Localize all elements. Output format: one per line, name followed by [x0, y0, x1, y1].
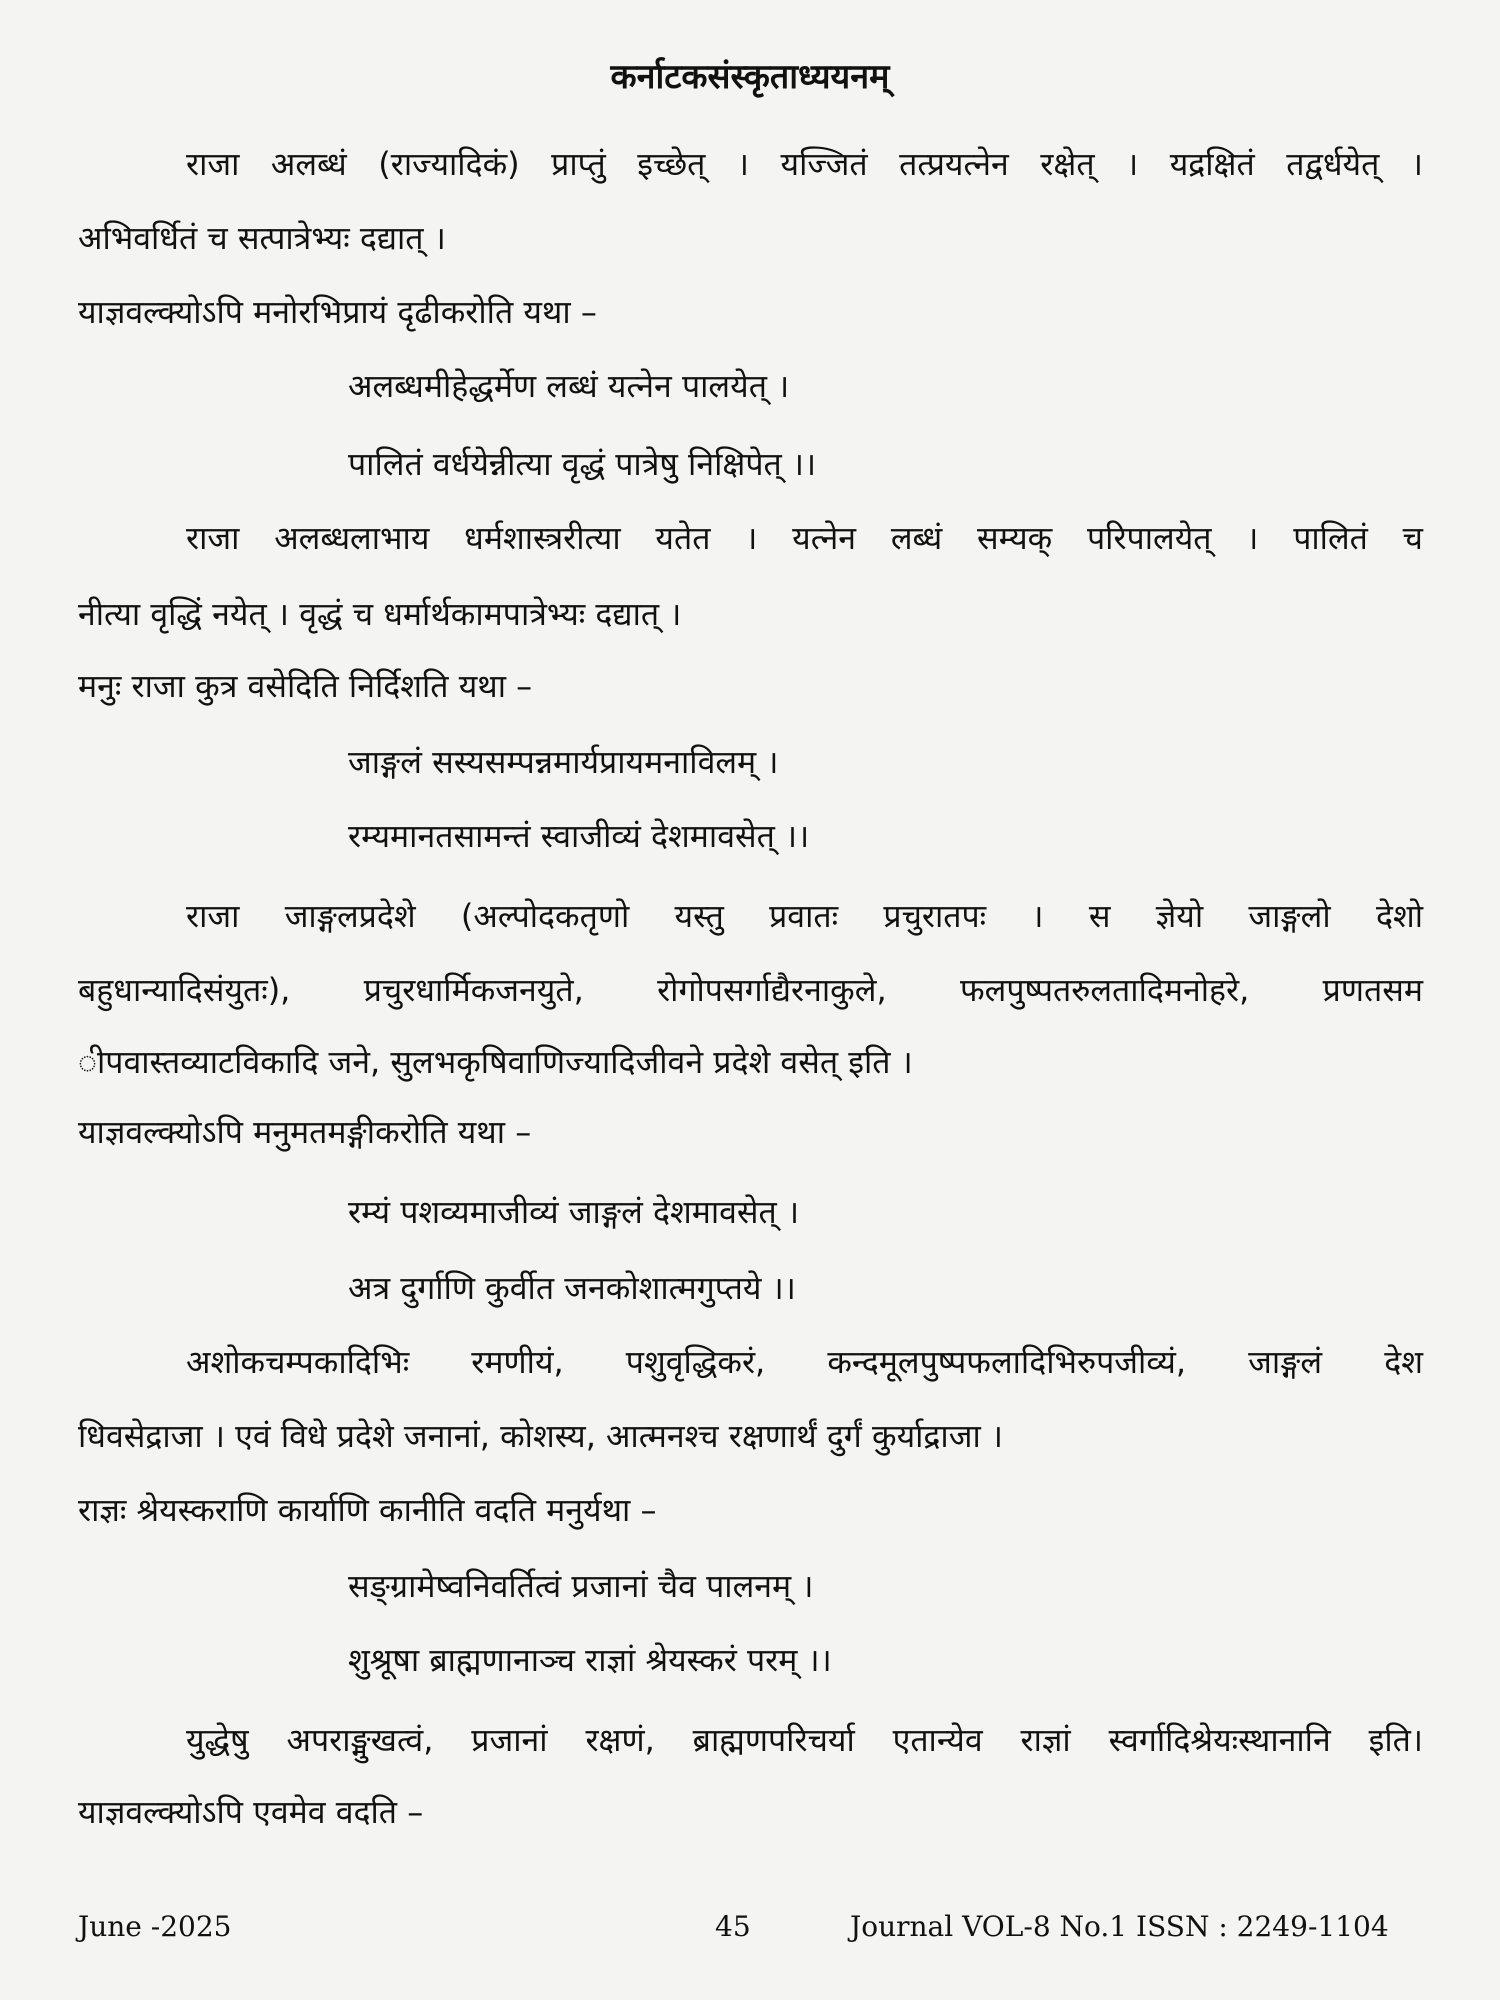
text-line: राज्ञः श्रेयस्कराणि कार्याणि कानीति वदति मनुर्यथा –: [78, 1491, 657, 1529]
text-line: याज्ञवल्क्योऽपि मनुमतमङ्गीकरोति यथा –: [78, 1113, 532, 1151]
text-line: राजा अलब्धं (राज्यादिकं) प्राप्तुं इच्छेत् । यज्जितं तत्प्रयत्नेन रक्षेत् । यद्रक्षितं तद्वर्धयेत् ।: [186, 145, 1423, 183]
verse-line: सङ्ग्रामेष्वनिवर्तित्वं प्रजानां चैव पालनम् ।: [348, 1567, 814, 1605]
verse-line: शुश्रूषा ब्राह्मणानाञ्च राज्ञां श्रेयस्करं परम् ।।: [348, 1641, 832, 1679]
text-line: मनुः राजा कुत्र वसेदिति निर्दिशति यथा –: [78, 667, 533, 705]
page-number: 45: [715, 1910, 751, 1943]
text-line: राजा अलब्धलाभाय धर्मशास्त्ररीत्या यतेत । यत्नेन लब्धं सम्यक् परिपालयेत् । पालितं च: [186, 519, 1423, 557]
text-line: राजा जाङ्गलप्रदेशे (अल्पोदकतृणो यस्तु प्रवातः प्रचुरातपः । स ज्ञेयो जाङ्गलो देशो: [186, 897, 1423, 935]
verse-line: अलब्धमीहेद्धर्मेण लब्धं यत्नेन पालयेत् ।: [348, 367, 790, 405]
text-line: ीपवास्तव्याटविकादि जने, सुलभकृषिवाणिज्यादिजीवने प्रदेशे वसेत् इति ।: [78, 1043, 913, 1081]
text-line: याज्ञवल्क्योऽपि एवमेव वदति –: [78, 1793, 424, 1831]
text-line: याज्ञवल्क्योऽपि मनोरभिप्रायं दृढीकरोति यथा –: [78, 293, 597, 331]
text-line: धिवसेद्राजा । एवं विधे प्रदेशे जनानां, कोशस्य, आत्मनश्च रक्षणार्थं दुर्गं कुर्याद्राजा ।: [78, 1417, 1004, 1455]
verse-line: जाङ्गलं सस्यसम्पन्नमार्यप्रायमनाविलम् ।: [348, 743, 779, 781]
text-line: युद्धेषु अपराङ्मुखत्वं, प्रजानां रक्षणं, ब्राह्मणपरिचर्या एतान्येव राज्ञां स्वर्गादिश्रेयःस्थानानि इति।: [186, 1721, 1423, 1759]
verse-line: रम्यमानतसामन्तं स्वाजीव्यं देशमावसेत् ।।: [348, 817, 810, 855]
verse-line: अत्र दुर्गाणि कुर्वीत जनकोशात्मगुप्तये ।।: [348, 1269, 796, 1307]
verse-line: रम्यं पशव्यमाजीव्यं जाङ्गलं देशमावसेत् ।: [348, 1193, 800, 1231]
text-line: अभिवर्धितं च सत्पात्रेभ्यः दद्यात् ।: [78, 219, 446, 257]
text-line: अशोकचम्पकादिभिः रमणीयं, पशुवृद्धिकरं, कन्दमूलपुष्पफलादिभिरुपजीव्यं, जाङ्गलं देश: [186, 1343, 1423, 1381]
text-line: नीत्या वृद्धिं नयेत् । वृद्धं च धर्मार्थकामपात्रेभ्यः दद्यात् ।: [78, 595, 682, 633]
page-title: कर्नाटकसंस्कृताध्ययनम्: [610, 57, 890, 97]
journal-info: Journal VOL-8 No.1 ISSN : 2249-1104: [850, 1910, 1389, 1943]
footer-date: June -2025: [78, 1910, 232, 1943]
text-line: बहुधान्यादिसंयुतः), प्रचुरधार्मिकजनयुते, रोगोपसर्गाद्यैरनाकुले, फलपुष्पतरुलतादिमनोहरे, प्रणतसम: [78, 971, 1423, 1009]
verse-line: पालितं वर्धयेन्नीत्या वृद्धं पात्रेषु निक्षिपेत् ।।: [348, 445, 817, 483]
